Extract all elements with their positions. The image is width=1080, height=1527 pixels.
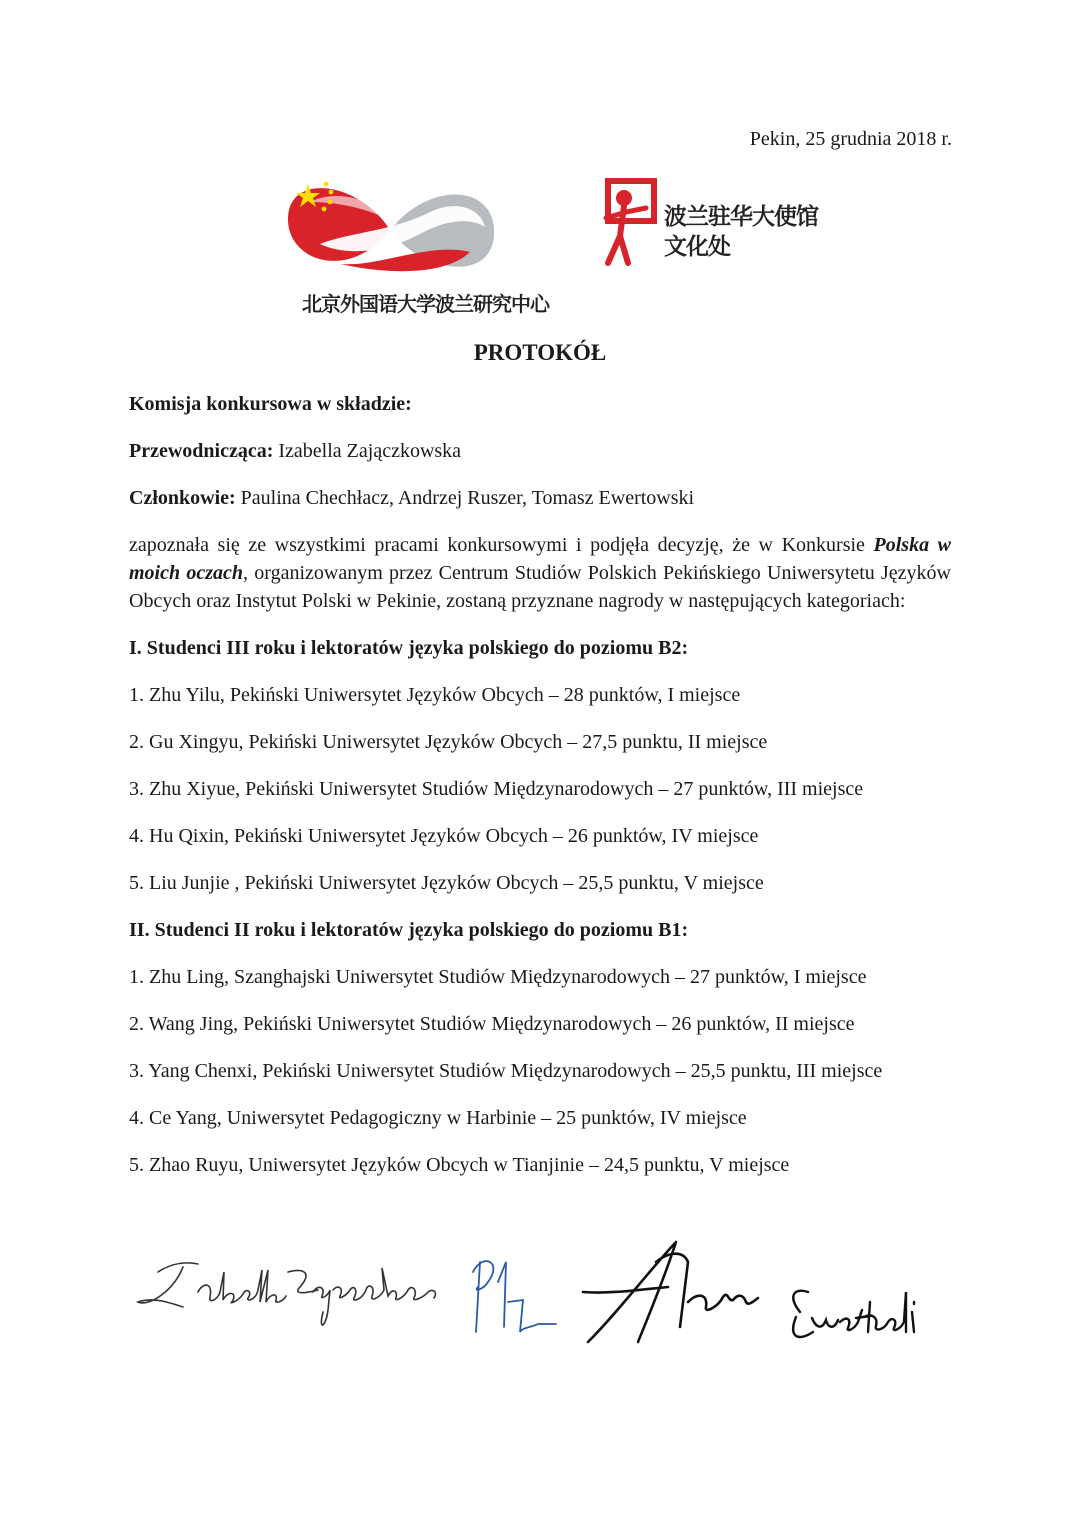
infinity-ribbon-icon xyxy=(280,172,500,290)
polish-embassy-cultural-logo xyxy=(598,178,818,270)
category-1-heading: I. Studenci III roku i lektoratów języka polskiego do poziomu B2: xyxy=(129,637,689,659)
embassy-caption-line2: 文化处 xyxy=(664,234,730,260)
category-2-heading: II. Studenci II roku i lektoratów języka polskiego do poziomu B1: xyxy=(129,919,689,941)
signature-member-1 xyxy=(473,1261,556,1332)
members-label: Członkowie: xyxy=(129,487,236,509)
list-item: 1. Zhu Yilu, Pekiński Uniwersytet Języków Obcych – 28 punktów, I miejsce xyxy=(129,684,741,706)
signature-chair xyxy=(138,1263,435,1325)
list-item: 4. Hu Qixin, Pekiński Uniwersytet Języków Obcych – 26 punktów, IV miejsce xyxy=(129,825,759,847)
document-body xyxy=(129,390,951,1198)
list-item: 2. Gu Xingyu, Pekiński Uniwersytet Języków Obcych – 27,5 punktu, II miejsce xyxy=(129,731,768,753)
members-names: Paulina Chechłacz, Andrzej Ruszer, Tomasz Ewertowski xyxy=(240,487,695,509)
polish-studies-centre-caption: 北京外国语大学波兰研究中心 xyxy=(302,292,549,316)
list-item: 5. Zhao Ruyu, Uniwersytet Języków Obcych w Tianjinie – 24,5 punktu, V miejsce xyxy=(129,1154,790,1176)
list-item: 3. Yang Chenxi, Pekiński Uniwersytet Studiów Międzynarodowych – 25,5 punktu, III miejsce xyxy=(129,1060,883,1082)
list-item: 1. Zhu Ling, Szanghajski Uniwersytet Studiów Międzynarodowych – 27 punktów, I miejsce xyxy=(129,966,867,988)
list-item: 2. Wang Jing, Pekiński Uniwersytet Studiów Międzynarodowych – 26 punktów, II miejsce xyxy=(129,1013,855,1035)
category-2-list xyxy=(129,963,951,1179)
signature-member-2 xyxy=(583,1242,758,1342)
document-date: Pekin, 25 grudnia 2018 r. xyxy=(749,128,952,150)
list-item: 3. Zhu Xiyue, Pekiński Uniwersytet Studiów Międzynarodowych – 27 punktów, III miejsce xyxy=(129,778,864,800)
decision-text-part2: , organizowanym przez Centrum Studiów Polskich Pekińskiego Uniwersytetu Języków Obcych oraz Instytut Polski w Pekinie, zostaną przyznane nagrody w następujących kategoriach: xyxy=(129,562,951,612)
signature-strokes xyxy=(128,1232,928,1362)
members-line xyxy=(129,484,951,512)
document-title: PROTOKÓŁ xyxy=(473,340,607,365)
chair-name: Izabella Zajączkowska xyxy=(278,440,462,462)
list-item: 5. Liu Junjie , Pekiński Uniwersytet Języków Obcych – 25,5 punktu, V miejsce xyxy=(129,872,764,894)
committee-heading: Komisja konkursowa w składzie: xyxy=(129,393,412,415)
chair-label: Przewodnicząca: xyxy=(129,440,274,462)
category-1-list xyxy=(129,681,951,897)
signature-member-3 xyxy=(793,1291,914,1337)
signatures xyxy=(128,1232,928,1362)
chair-line xyxy=(129,437,951,465)
polish-studies-centre-logo xyxy=(280,172,549,322)
decision-paragraph xyxy=(129,531,951,615)
figure-in-frame-icon xyxy=(598,178,658,268)
decision-text-part1: zapoznała się ze wszystkimi pracami konkursowymi i podjęła decyzję, że w Konkursie xyxy=(129,534,874,556)
contest-name: Polska w moich oczach xyxy=(129,534,952,584)
embassy-caption-line1: 波兰驻华大使馆 xyxy=(664,204,818,230)
list-item: 4. Ce Yang, Uniwersytet Pedagogiczny w Harbinie – 25 punktów, IV miejsce xyxy=(129,1107,747,1129)
